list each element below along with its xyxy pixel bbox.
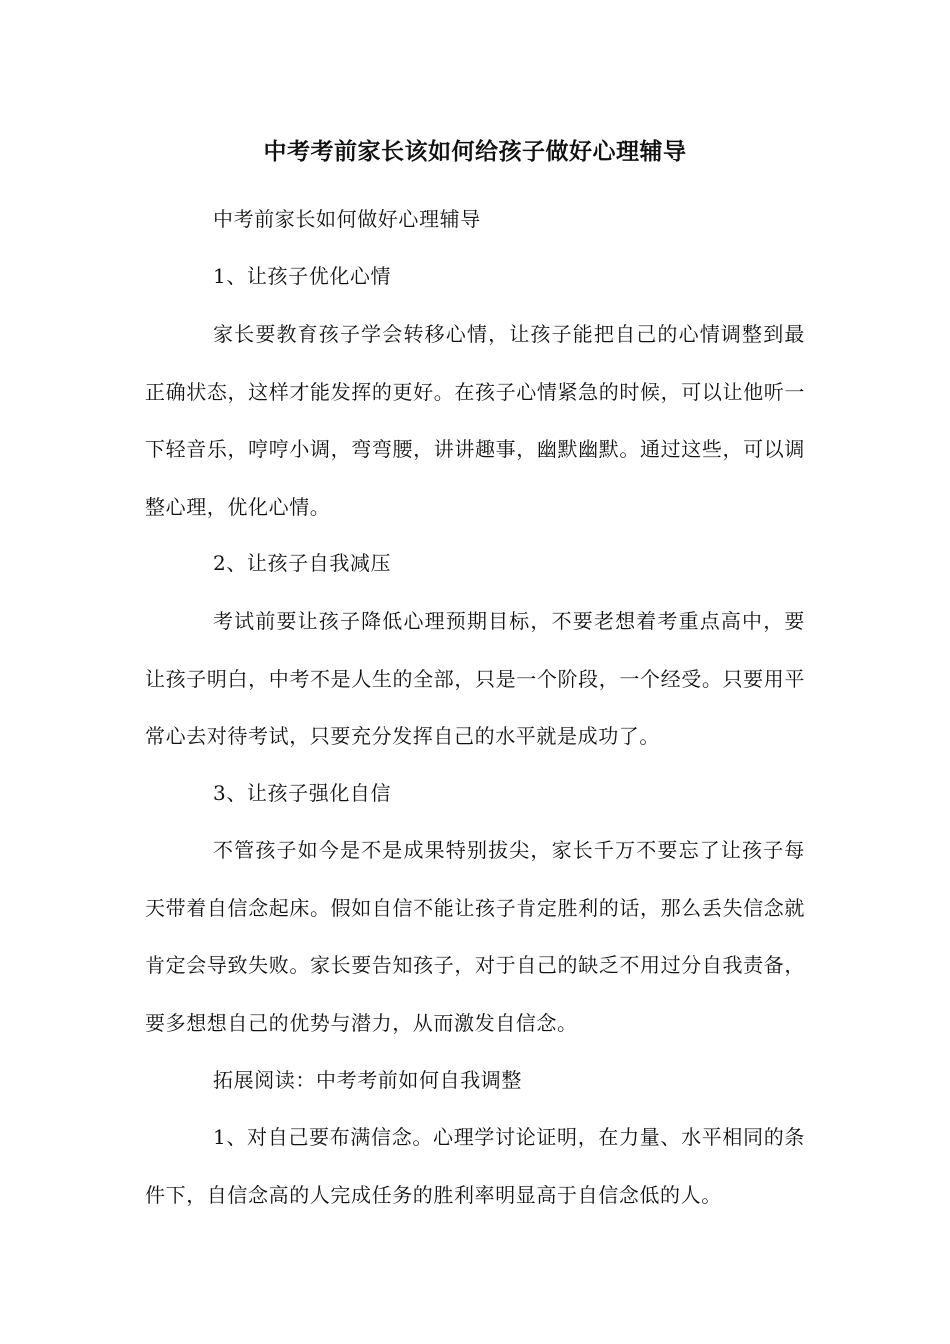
- paragraph-body-1: 家长要教育孩子学会转移心情，让孩子能把自己的心情调整到最正确状态，这样才能发挥的更好。在孩子心情紧急的时候，可以让他听一下轻音乐，哼哼小调，弯弯腰，讲讲趣事，幽默幽默。通过这些，可以调整心理，优化心情。: [145, 322, 805, 519]
- paragraph-heading-1: 1、让孩子优化心情: [213, 264, 392, 288]
- paragraph-body-4: 1、对自己要布满信念。心理学讨论证明，在力量、水平相同的条件下，自信念高的人完成任务的胜利率明显高于自信念低的人。: [145, 1125, 805, 1207]
- paragraph-heading-2: 2、让孩子自我减压: [213, 551, 392, 575]
- paragraph-body-2: 考试前要让孩子降低心理预期目标，不要老想着考重点高中，要让孩子明白，中考不是人生的全部，只是一个阶段，一个经受。只要用平常心去对待考试，只要充分发挥自己的水平就是成功了。: [145, 609, 805, 748]
- paragraph-subtitle: 中考前家长如何做好心理辅导: [213, 207, 481, 231]
- paragraph-body-3: 不管孩子如今是不是成果特别拔尖，家长千万不要忘了让孩子每天带着自信念起床。假如自信不能让孩子肯定胜利的话，那么丢失信念就肯定会导致失败。家长要告知孩子，对于自己的缺乏不用过分自我责备，要多想想自己的优势与潜力，从而激发自信念。: [145, 838, 805, 1035]
- document-title: 中考考前家长该如何给孩子做好心理辅导: [263, 138, 687, 165]
- paragraph-heading-3: 3、让孩子强化自信: [213, 781, 392, 805]
- paragraph-extended-reading: 拓展阅读：中考考前如何自我调整: [213, 1068, 522, 1092]
